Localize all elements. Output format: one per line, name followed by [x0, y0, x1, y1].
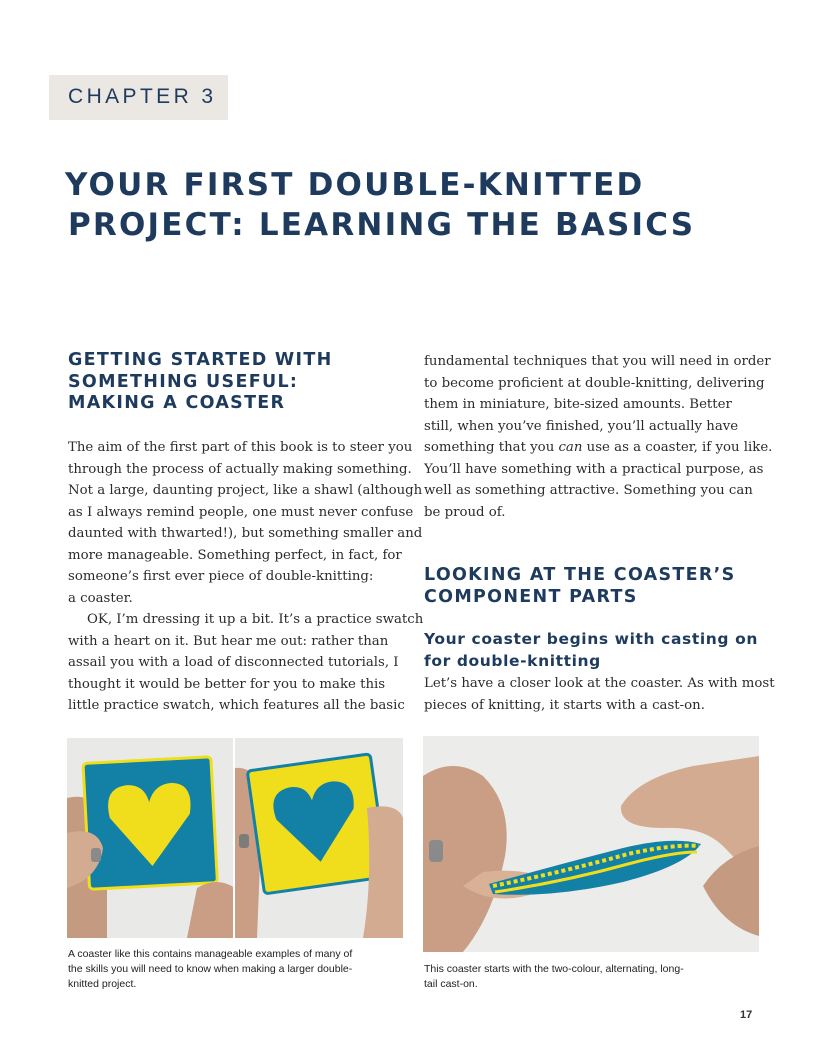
caption-line: This coaster starts with the two-colour, alternating, long-: [424, 963, 684, 975]
body-line: little practice swatch, which features all the basic: [68, 698, 405, 713]
body-line: a coaster.: [68, 590, 133, 606]
body-line: to become proficient at double-knitting, delivering: [424, 375, 765, 391]
chapter-title-line: PROJECT: LEARNING THE BASICS: [68, 207, 696, 243]
body-line: through the process of actually making something.: [68, 461, 412, 477]
chapter-label: CHAPTER 3: [68, 85, 217, 108]
page-number: 17: [740, 1009, 753, 1021]
body-line: [424, 437, 772, 459]
cast-on-photo-illustration: [423, 736, 759, 952]
section-heading-getting-started: [68, 350, 333, 415]
body-line: Not a large, daunting project, like a shawl (although: [68, 483, 423, 498]
body-line: them in miniature, bite-sized amounts. Better: [424, 397, 732, 412]
coaster-photo-pair: [67, 738, 403, 938]
chapter-title-line: YOUR FIRST DOUBLE-KNITTED: [65, 167, 645, 203]
section2-body: [424, 673, 775, 716]
caption-line: knitted project.: [68, 978, 137, 990]
section1-body: [68, 437, 423, 717]
body-line: OK, I’m dressing it up a bit. It’s a practice swatch: [87, 612, 424, 627]
heading-line: COMPONENT PARTS: [424, 586, 638, 607]
heading-line: LOOKING AT THE COASTER’S: [424, 565, 736, 585]
body-line: as I always remind people, one must never confuse: [68, 504, 414, 520]
figure2-caption: [424, 962, 684, 992]
cast-on-photo: [423, 736, 759, 952]
body-line: Let’s have a closer look at the coaster. As with most: [424, 676, 775, 691]
caption-line: the skills you will need to know when making a larger double-: [68, 963, 353, 975]
body-line: thought it would be better for you to make this: [68, 676, 386, 692]
body-line: fundamental techniques that you will need in order: [424, 354, 771, 369]
chapter-label-box: [49, 75, 228, 120]
body-line: still, when you’ve finished, you’ll actually have: [424, 418, 739, 434]
subheading-line: Your coaster begins with casting on: [424, 630, 758, 648]
heading-line: MAKING A COASTER: [68, 393, 286, 413]
emphasis-text: can: [558, 440, 583, 455]
body-line: daunted with thwarted!), but something smaller and: [68, 526, 423, 541]
coaster-photo-illustration: [67, 738, 403, 938]
body-text: use as a coaster, if you like.: [582, 440, 773, 455]
body-line: with a heart on it. But hear me out: rather than: [68, 633, 389, 649]
body-line: well as something attractive. Something you can: [424, 483, 753, 498]
heading-line: GETTING STARTED WITH: [68, 350, 333, 370]
body-line: more manageable. Something perfect, in fact, for: [68, 547, 402, 563]
chapter-title: [65, 165, 765, 245]
subheading-line: for double-knitting: [424, 652, 601, 670]
body-line: pieces of knitting, it starts with a cast-on.: [424, 697, 705, 713]
heading-line: SOMETHING USEFUL:: [68, 371, 299, 392]
body-line: someone’s first ever piece of double-knitting:: [68, 569, 374, 584]
body-line: You’ll have something with a practical purpose, as: [424, 461, 764, 477]
caption-line: A coaster like this contains manageable examples of many of: [68, 948, 353, 960]
column2-body: [424, 351, 772, 523]
subheading-casting-on: [424, 628, 758, 672]
caption-line: tail cast-on.: [424, 978, 478, 990]
body-line: The aim of the first part of this book is to steer you: [68, 440, 413, 455]
body-line: assail you with a load of disconnected tutorials, I: [68, 655, 399, 670]
figure1-caption: [68, 947, 352, 992]
body-text: something that you: [424, 440, 559, 455]
section-heading-component-parts: [424, 565, 736, 608]
body-line: be proud of.: [424, 504, 506, 520]
